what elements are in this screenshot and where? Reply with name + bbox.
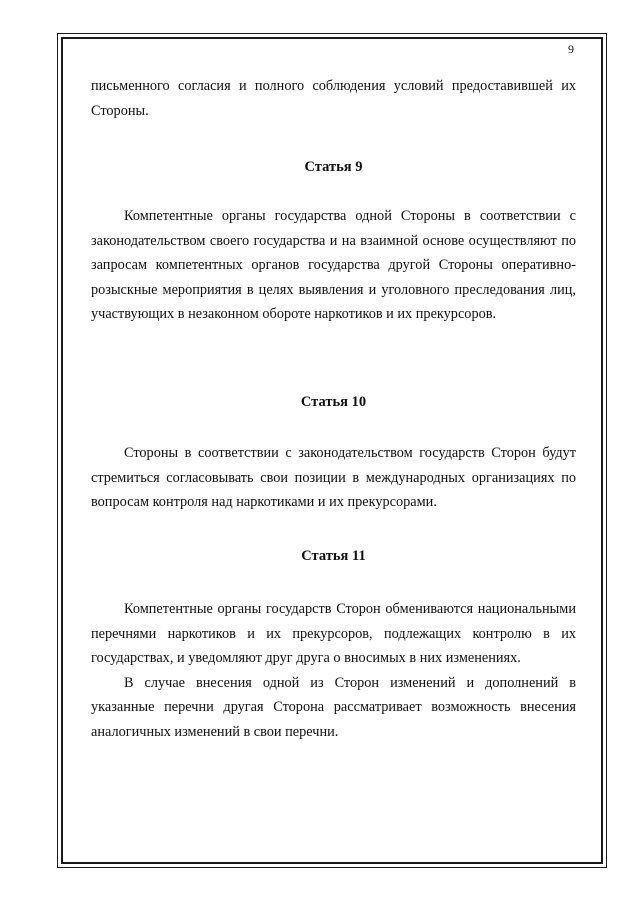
article-11-paragraph-1: Компетентные органы государств Сторон обмениваются национальными перечнями наркотиков и их прекурсоров, подлежащих контролю в их государствах, и уведомляют друг друга о вносимых в них изменениях. (91, 601, 576, 666)
article-9-heading: Статья 9 (304, 159, 363, 175)
article-9-paragraph-1: Компетентные органы государства одной Стороны в соответствии с законодательством своего государства и на взаимной основе осуществляют по запросам компетентных органов государства другой Стороны оперативно-розыскные мероприятия в целях выявления и уголовного преследования лиц, участвующих в незаконном обороте наркотиков и их прекурсоров. (91, 208, 576, 322)
page-number: 9 (568, 42, 574, 56)
continuation-paragraph (91, 74, 576, 123)
article-9-body (91, 204, 576, 327)
article-10-body (91, 441, 576, 515)
article-10-heading: Статья 10 (300, 394, 367, 410)
article-11-paragraph-2: В случае внесения одной из Сторон изменений и дополнений в указанные перечни другая Сторона рассматривает возможность внесения аналогичных изменений в свои перечни. (91, 674, 576, 740)
article-10-paragraph-1: Стороны в соответствии с законодательством государств Сторон будут стремиться согласовывать свои позиции в международных организациях по вопросам контроля над наркотиками и их прекурсорами. (91, 445, 576, 510)
article-11-heading: Статья 11 (301, 548, 366, 564)
article-11-body (91, 597, 576, 744)
continuation-text: письменного согласия и полного соблюдения условий предоставившей их Стороны. (91, 78, 576, 119)
